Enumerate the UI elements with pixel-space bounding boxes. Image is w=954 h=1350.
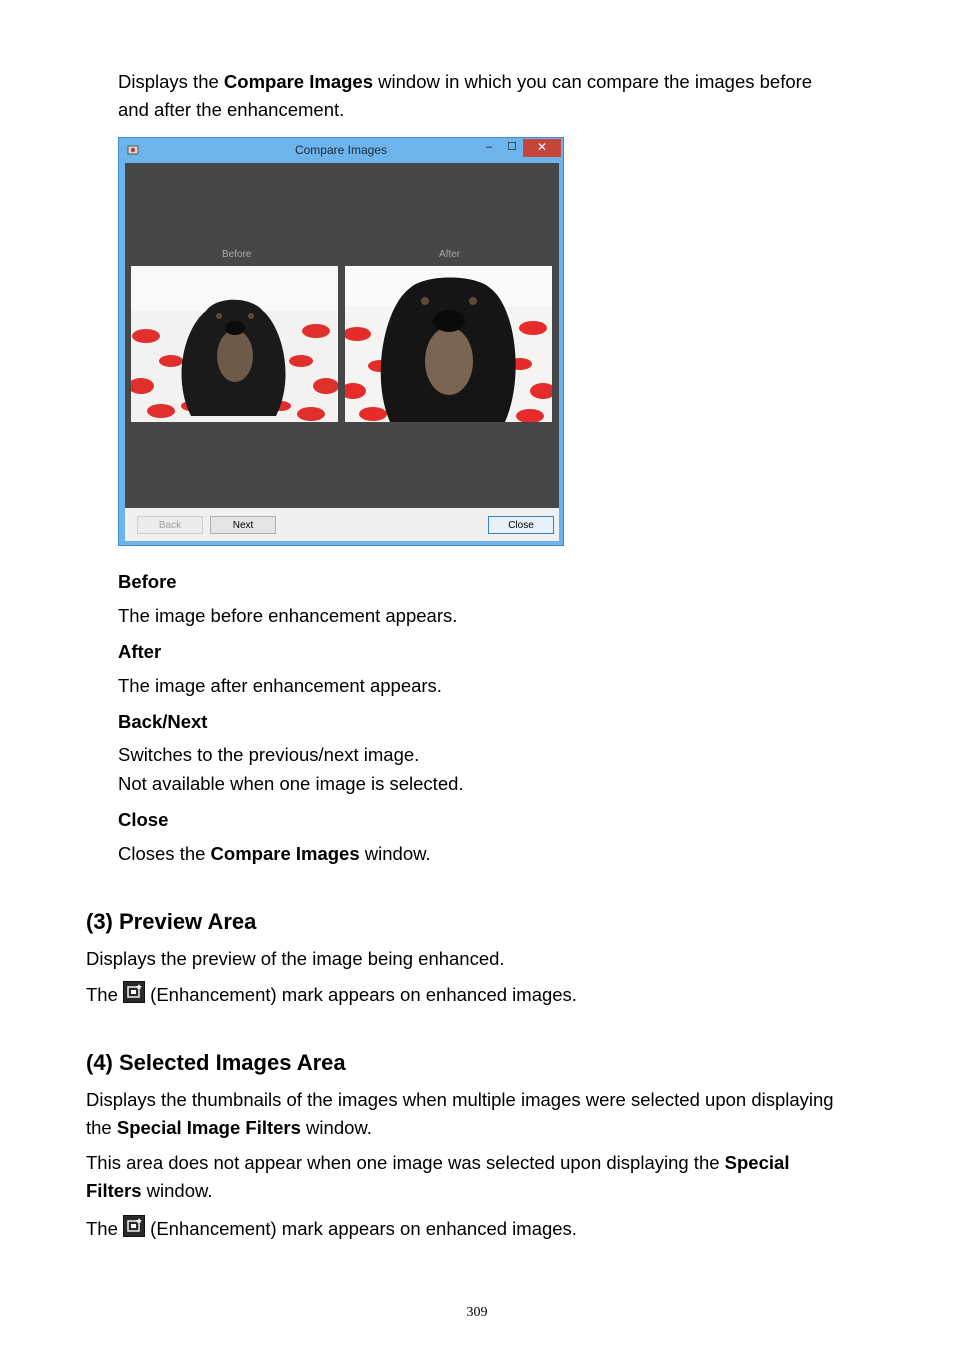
before-label: Before	[222, 249, 252, 260]
before-image	[131, 266, 338, 422]
selected-p1-line2	[86, 1114, 834, 1142]
selected-p3-pre: The	[86, 1218, 124, 1239]
desc-close-pre: Closes the	[118, 843, 211, 864]
desc-after: The image after enhancement appears.	[118, 675, 442, 696]
selected-p1-line2-pre: the	[86, 1117, 117, 1138]
term-back-next: Back/Next	[118, 711, 208, 732]
selected-p1-line1: Displays the thumbnails of the images when multiple images were selected upon displaying	[86, 1089, 834, 1110]
selected-p1-line2-post: window.	[300, 1117, 372, 1138]
selected-p2-line2-post: window.	[141, 1180, 213, 1201]
selected-p1-line2-bold: Special Image Filters	[116, 1117, 301, 1138]
intro-bold: Compare Images	[223, 71, 373, 92]
maximize-button[interactable]: ☐	[507, 141, 517, 153]
selected-p2	[86, 1149, 789, 1205]
next-button[interactable]: Next	[210, 516, 276, 534]
after-label: After	[439, 249, 461, 260]
selected-p2-line1	[86, 1149, 789, 1177]
desc-back-next-1: Switches to the previous/next image.	[118, 744, 420, 765]
selected-p3-post: (Enhancement) mark appears on enhanced images.	[145, 1218, 577, 1239]
preview-p1: Displays the preview of the image being enhanced.	[86, 948, 505, 969]
compare-area	[125, 163, 559, 508]
selected-p1	[86, 1086, 834, 1142]
selected-p2-line2	[86, 1177, 789, 1205]
term-after: After	[118, 641, 162, 662]
desc-before: The image before enhancement appears.	[118, 605, 458, 626]
intro-text: Displays the	[118, 71, 224, 92]
heading-preview-area: (3) Preview Area	[86, 909, 257, 934]
term-before: Before	[118, 571, 177, 592]
window-close-button[interactable]: ✕	[523, 139, 561, 157]
preview-p2-post: (Enhancement) mark appears on enhanced images.	[145, 984, 577, 1005]
window-footer	[125, 508, 559, 541]
after-image	[345, 266, 552, 422]
back-button[interactable]: Back	[137, 516, 203, 534]
heading-selected-images-area: (4) Selected Images Area	[86, 1050, 346, 1075]
desc-close	[118, 840, 431, 868]
minimize-button[interactable]: –	[485, 141, 493, 153]
desc-close-post: window.	[359, 843, 431, 864]
intro-text-post: window in which you can compare the images before	[373, 71, 813, 92]
window-titlebar	[119, 138, 563, 163]
close-button[interactable]: Close	[488, 516, 554, 534]
selected-p3	[86, 1215, 577, 1243]
page-number: 309	[466, 1305, 488, 1320]
enhancement-mark-icon	[123, 1215, 145, 1237]
term-close: Close	[118, 809, 169, 830]
selected-p2-line2-bold: Filters	[86, 1180, 142, 1201]
intro-line2: and after the enhancement.	[118, 99, 345, 120]
enhancement-mark-icon	[123, 981, 145, 1003]
intro-paragraph	[118, 68, 812, 124]
selected-p2-line1-bold: Special	[724, 1152, 790, 1173]
preview-p2	[86, 981, 577, 1009]
window-title: Compare Images	[294, 143, 388, 157]
desc-close-bold: Compare Images	[210, 843, 360, 864]
desc-back-next-2: Not available when one image is selected.	[118, 773, 464, 794]
compare-images-window	[118, 137, 564, 546]
selected-p2-line1-pre: This area does not appear when one image was selected upon displaying the	[86, 1152, 725, 1173]
preview-p2-pre: The	[86, 984, 124, 1005]
